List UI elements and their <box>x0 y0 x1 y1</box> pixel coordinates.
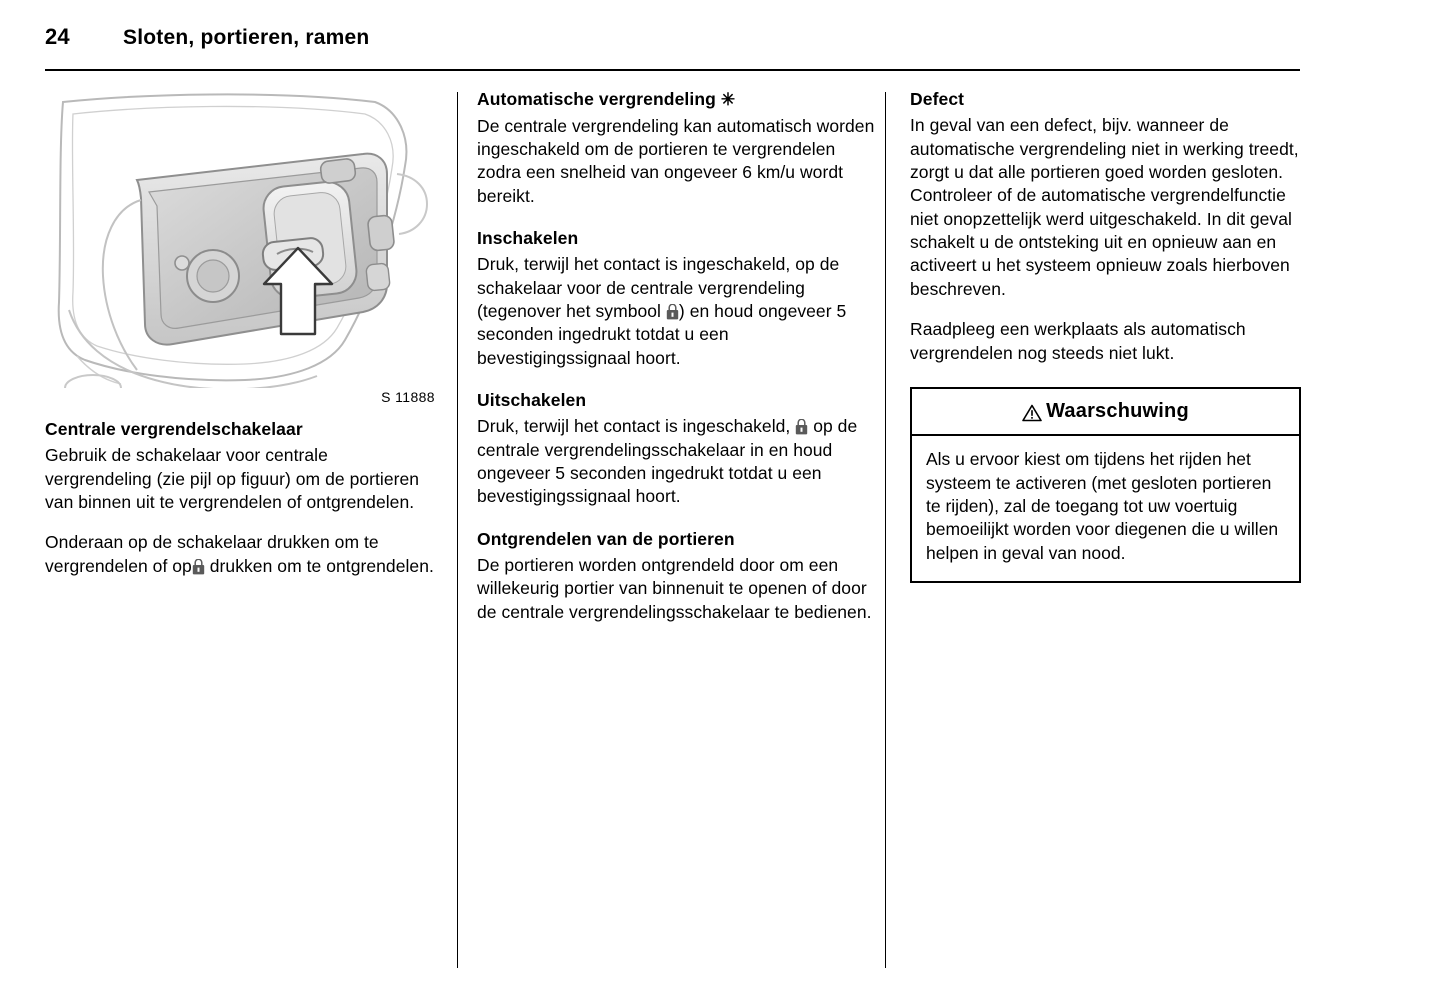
paragraph-ontgrendelen-portieren: De portieren worden ontgrendeld door om een willekeurig portier van binnenuit te openen of door de centrale vergrendelingsschakelaar te bedienen. <box>477 555 872 622</box>
lock-symbol-icon <box>192 558 205 574</box>
warning-header <box>912 389 1299 437</box>
paragraph-inschakelen <box>477 253 877 370</box>
page-number: 24 <box>45 24 70 49</box>
column-divider-2 <box>885 92 886 968</box>
heading-automatische-vergrendeling <box>477 88 877 112</box>
lock-symbol-icon <box>795 418 808 434</box>
paragraph-uitschakelen-part1: Druk, terwijl het contact is ingeschakeld, <box>477 416 791 437</box>
paragraph-onderaan-part2: drukken om te ontgrendelen. <box>209 555 434 576</box>
content-columns <box>45 88 1303 968</box>
paragraph-raadpleeg-werkplaats: Raadpleeg een werkplaats als automatisch vergrendelen nog steeds niet lukt. <box>910 319 1246 363</box>
column-left <box>45 88 435 578</box>
heading-defect: Defect <box>910 89 965 109</box>
column-middle <box>477 88 877 624</box>
figure-block <box>45 88 435 418</box>
warning-title: Waarschuwing <box>1046 399 1189 422</box>
figure-illustration <box>45 88 435 388</box>
heading-centrale-vergrendelschakelaar: Centrale vergrendelschakelaar <box>45 419 303 439</box>
heading-inschakelen: Inschakelen <box>477 228 579 249</box>
heading-automatische-vergrendeling-text: Automatische vergrendeling <box>477 89 716 109</box>
column-right <box>910 88 1305 583</box>
paragraph-onderaan-part1: Onderaan op de schakelaar drukken om te vergrendelen of op <box>45 532 379 576</box>
paragraph-uitschakelen-part2: op de centrale vergrendelingsschakelaar in en houd ongeveer 5 seconden ingedrukt totdat u een bevestigingssignaal hoort. <box>477 416 858 507</box>
page-header <box>45 24 1300 50</box>
paragraph-gebruik-schakelaar: Gebruik de schakelaar voor centrale vergrendeling (zie pijl op figuur) om de portieren van binnen uit te vergrendelen of ontgrendelen. <box>45 445 420 512</box>
warning-triangle-icon <box>1022 403 1042 421</box>
paragraph-onderaan-drukken <box>45 531 435 578</box>
page-title: Sloten, portieren, ramen <box>123 26 370 49</box>
warning-body: Als u ervoor kiest om tijdens het rijden het systeem te activeren (met gesloten portieren te rijden), zal de toegang tot uw voertuig bemoeilijkt worden voor diegenen die u willen helpen in geval van nood. <box>926 449 1279 563</box>
figure-caption: S 11888 <box>381 389 435 405</box>
paragraph-uitschakelen <box>477 415 877 508</box>
paragraph-automatische-vergrendeling: De centrale vergrendeling kan automatisch worden ingeschakeld om de portieren te vergrendelen zodra een snelheid van ongeveer 6 km/u wordt bereikt. <box>477 115 875 206</box>
header-divider <box>45 69 1300 71</box>
paragraph-inschakelen-part1: Druk, terwijl het contact is ingeschakeld, op de schakelaar voor de centrale vergrendeling (tegenover het symbool <box>477 254 840 322</box>
column-divider-1 <box>457 92 458 968</box>
heading-ontgrendelen-portieren: Ontgrendelen van de portieren <box>477 528 735 549</box>
option-asterisk-icon: ✳ <box>720 90 736 109</box>
warning-box <box>910 387 1301 583</box>
paragraph-inschakelen-part2: ) en houd ongeveer 5 seconden ingedrukt totdat u een bevestigingssignaal hoort. <box>477 301 847 368</box>
heading-uitschakelen: Uitschakelen <box>477 390 587 411</box>
lock-symbol-icon <box>666 303 679 319</box>
central-locking-switch-drawing <box>45 88 435 388</box>
paragraph-defect: In geval van een defect, bijv. wanneer de automatische vergrendeling niet in werking treedt, zorgt u dat alle portieren goed worden gesloten. Controleer of de automatische vergrendelfunctie niet onopzettelijk werd uitgeschakeld. In dit geval schakelt u de ontsteking uit en opnieuw aan en activeert u het systeem opnieuw zoals hierboven beschreven. <box>910 115 1299 299</box>
